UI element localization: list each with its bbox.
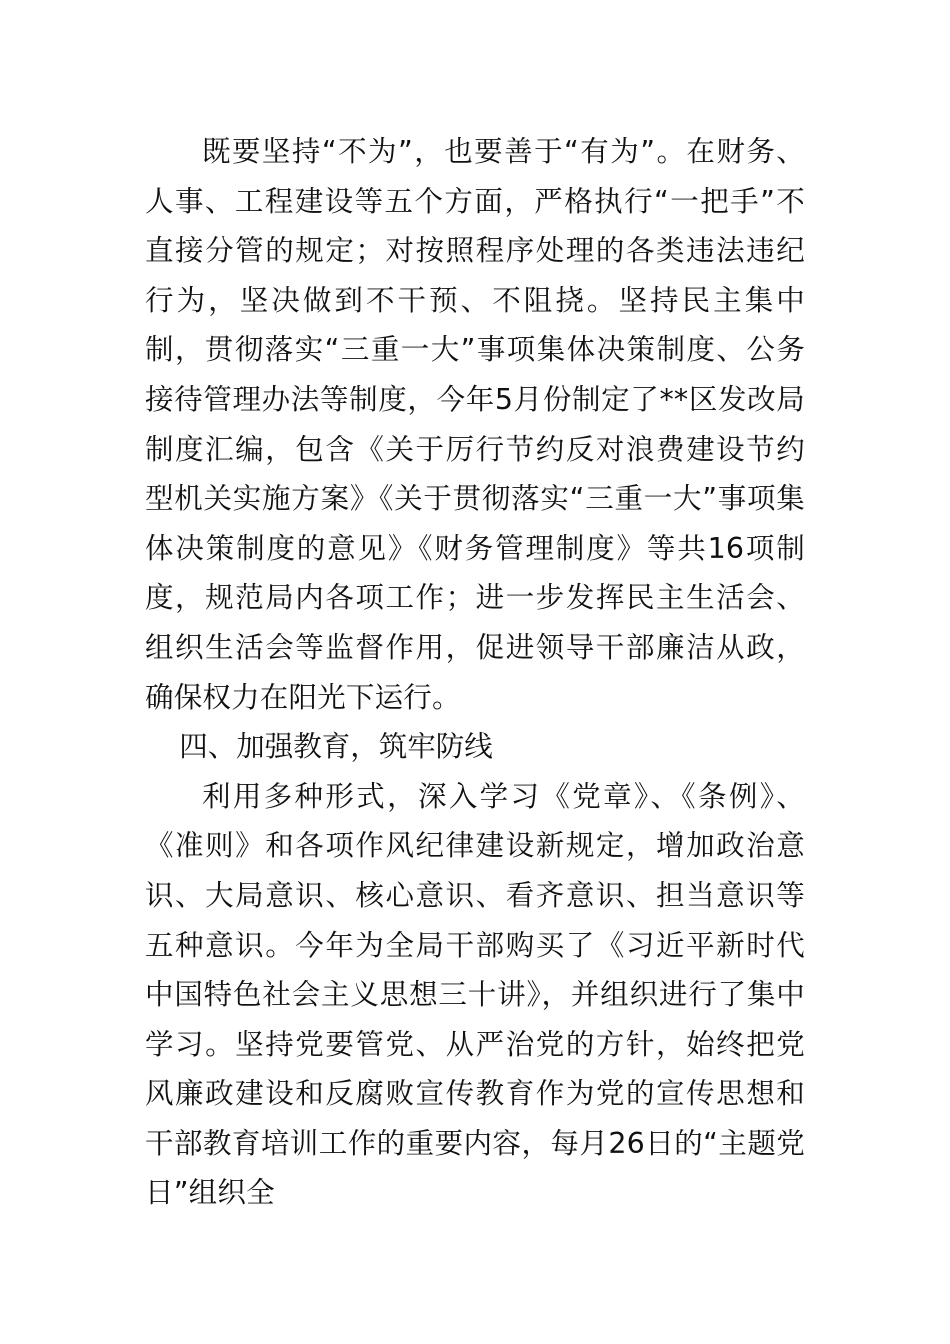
body-paragraph-education: 利用多种形式，深入学习《党章》、《条例》、《准则》和各项作风纪律建设新规定，增加政治意识、大局意识、核心意识、看齐意识、担当意识等五种意识。今年为全局干部购买了《习近平新时代中国特色社会主义思想三十讲》，并组织进行了集中学习。坚持党要管党、从严治党的方针，始终把党风廉政建设和反腐败宣传教育作为党的宣传思想和干部教育培训工作的重要内容，每月26日的“主题党日”组织全 — [145, 779, 805, 1210]
body-paragraph-conduct: 既要坚持“不为”，也要善于“有为”。在财务、人事、工程建设等五个方面，严格执行“一把手”不直接分管的规定；对按照程序处理的各类违法违纪行为，坚决做到不干预、不阻挠。坚持民主集中制，贯彻落实“三重一大”事项集体决策制度、公务接待管理办法等制度，今年5月份制定了**区发改局制度汇编，包含《关于厉行节约反对浪费建设节约型机关实施方案》《关于贯彻落实“三重一大”事项集体决策制度的意见》《财务管理制度》等共16项制度，规范局内各项工作；进一步发挥民主生活会、组织生活会等监督作用，促进领导干部廉洁从政，确保权力在阳光下运行。 — [145, 135, 805, 714]
section-heading-education: 四、加强教育，筑牢防线 — [179, 730, 493, 764]
